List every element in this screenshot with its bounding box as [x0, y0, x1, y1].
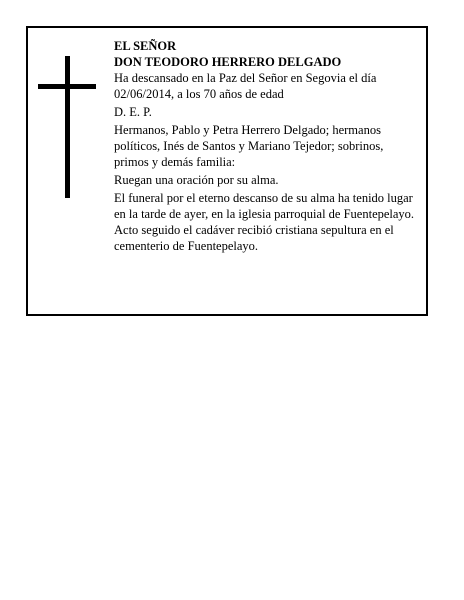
- death-announcement: Ha descansado en la Paz del Señor en Segovia el día 02/06/2014, a los 70 años de edad: [114, 71, 377, 101]
- prayer-request: Ruegan una oración por su alma.: [114, 173, 279, 187]
- rip-line: D. E. P.: [114, 105, 152, 119]
- cross-horizontal-bar: [38, 84, 96, 89]
- notice-title-line-1: EL SEÑOR: [114, 39, 177, 53]
- notice-title-line-2: DON TEODORO HERRERO DELGADO: [114, 55, 342, 69]
- family-list: Hermanos, Pablo y Petra Herrero Delgado; hermanos políticos, Inés de Santos y Mariano Tejedor; sobrinos, primos y demás familia:: [114, 123, 384, 169]
- funeral-details: El funeral por el eterno descanso de su alma ha tenido lugar en la tarde de ayer, en la iglesia parroquial de Fuentepelayo. Acto seguido el cadáver recibió cristiana sepultura en el cementerio de Fuentepelayo.: [114, 191, 415, 253]
- obituary-notice: [26, 26, 428, 316]
- notice-text: [114, 38, 420, 256]
- cross-icon: [38, 56, 96, 198]
- cross-vertical-bar: [65, 56, 70, 198]
